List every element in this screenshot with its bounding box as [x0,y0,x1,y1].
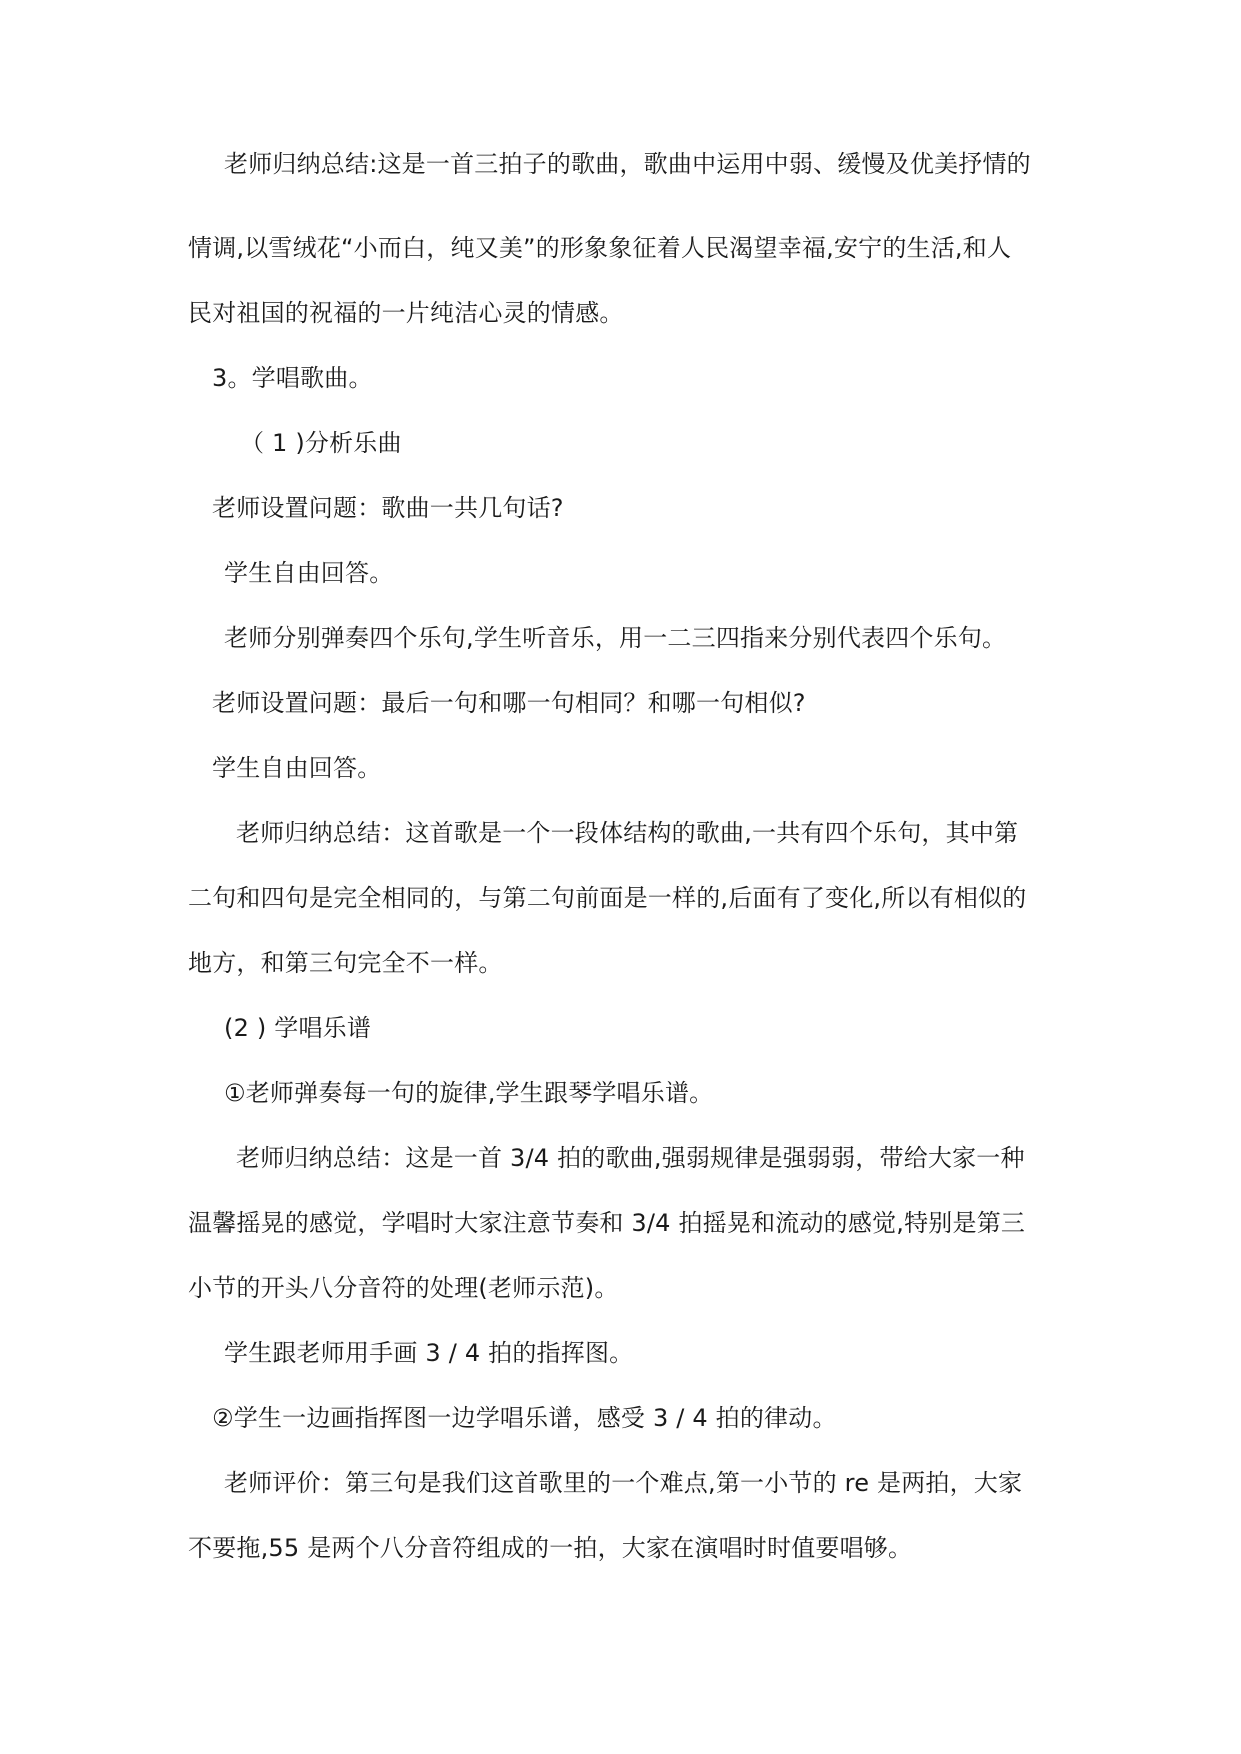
subsection-heading: （ 1 )分析乐曲 [240,429,402,457]
paragraph-line: 老师设置问题：最后一句和哪一句相同？和哪一句相似? [212,689,806,717]
paragraph-line: 学生跟老师用手画 3 / 4 拍的指挥图。 [224,1339,634,1367]
paragraph-line: 二句和四句是完全相同的，与第二句前面是一样的,后面有了变化,所以有相似的 [188,884,1027,912]
paragraph-line: 情调,以雪绒花“小而白，纯又美”的形象象征着人民渴望幸福,安宁的生活,和人 [188,234,1012,262]
paragraph-line: 不要拖,55 是两个八分音符组成的一拍，大家在演唱时时值要唱够。 [188,1534,913,1562]
subsection-heading: (2 ) 学唱乐谱 [224,1014,372,1042]
paragraph-line: 老师评价：第三句是我们这首歌里的一个难点,第一小节的 re 是两拍，大家 [224,1469,1023,1497]
paragraph-line: ①老师弹奏每一句的旋律,学生跟琴学唱乐谱。 [224,1079,714,1107]
paragraph-line: 老师归纳总结：这是一首 3/4 拍的歌曲,强弱规律是强弱弱，带给大家一种 [236,1144,1025,1172]
paragraph-line: 地方，和第三句完全不一样。 [188,949,503,977]
paragraph-line: 民对祖国的祝福的一片纯洁心灵的情感。 [188,299,624,327]
paragraph-line: 学生自由回答。 [224,559,394,587]
paragraph-line: 温馨摇晃的感觉，学唱时大家注意节奏和 3/4 拍摇晃和流动的感觉,特别是第三 [188,1209,1026,1237]
paragraph-line: 老师归纳总结：这首歌是一个一段体结构的歌曲,一共有四个乐句，其中第 [236,819,1019,847]
paragraph-line: 学生自由回答。 [212,754,382,782]
paragraph-line: 老师归纳总结:这是一首三拍子的歌曲，歌曲中运用中弱、缓慢及优美抒情的 [224,150,1031,178]
section-heading: 3。学唱歌曲。 [212,364,373,392]
paragraph-line: 小节的开头八分音符的处理(老师示范)。 [188,1274,619,1302]
paragraph-line: 老师分别弹奏四个乐句,学生听音乐，用一二三四指来分别代表四个乐句。 [224,624,1007,652]
paragraph-line: ②学生一边画指挥图一边学唱乐谱，感受 3 / 4 拍的律动。 [212,1404,837,1432]
paragraph-line: 老师设置问题：歌曲一共几句话? [212,494,564,522]
